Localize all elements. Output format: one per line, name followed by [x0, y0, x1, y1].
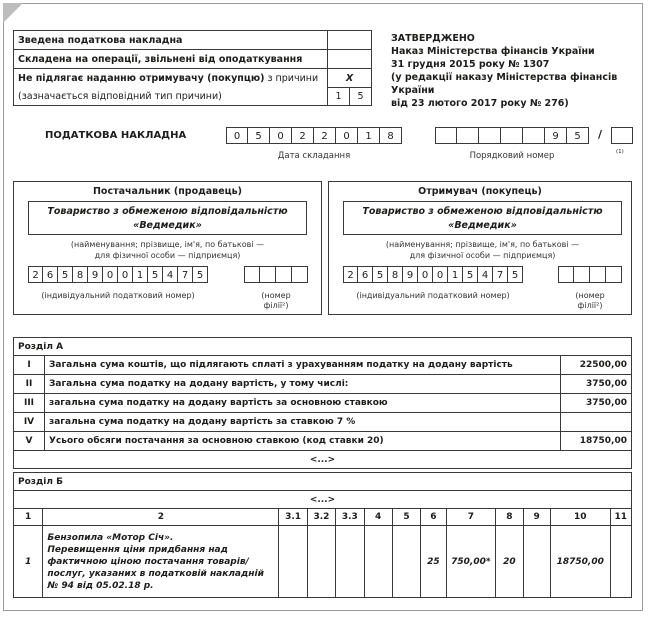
col-header: 11 [610, 509, 631, 526]
buyer-tax-label: (індивідуальний податковий номер) [356, 291, 510, 300]
product-description [43, 526, 279, 598]
cell-11[interactable] [610, 526, 631, 598]
footnote-marker: (1) [616, 149, 624, 155]
date-digit[interactable]: 8 [380, 127, 402, 144]
section-b-table [13, 472, 632, 598]
buyer-tax-digit[interactable]: 0 [418, 266, 433, 283]
buyer-branch-digit[interactable] [606, 266, 622, 283]
row-text: загальна сума податку на додану вартість за основною ставкою [45, 394, 561, 413]
description-line: № 94 від 05.02.18 р. [47, 580, 154, 591]
row-text: Усього обсяги постачання за основною ставкою (код ставки 20) [45, 432, 561, 451]
number-digit[interactable] [479, 127, 501, 144]
buyer-branch-cells [558, 266, 622, 283]
col-header: 7 [446, 509, 496, 526]
buyer-branch-digit[interactable] [590, 266, 606, 283]
seller-tax-digit[interactable]: 8 [73, 266, 88, 283]
row-number: I [14, 356, 45, 375]
date-digit[interactable]: 5 [248, 127, 270, 144]
seller-name-hint-1: (найменування; прізвище, ім'я, по батькові — [70, 240, 265, 249]
row-value[interactable] [561, 413, 632, 432]
reason-digit-2[interactable]: 5 [350, 88, 372, 106]
seller-tax-digit[interactable]: 6 [43, 266, 58, 283]
seller-tax-digit[interactable]: 4 [163, 266, 178, 283]
seller-tax-digit[interactable]: 5 [193, 266, 208, 283]
buyer-tax-digit[interactable]: 4 [478, 266, 493, 283]
seller-tax-digit[interactable]: 0 [103, 266, 118, 283]
row-text: Загальна сума податку на додану вартість, у тому числі: [45, 375, 561, 394]
number-cells [435, 127, 589, 144]
row-value[interactable]: 3750,00 [561, 394, 632, 413]
col-header: 2 [43, 509, 279, 526]
row-number: IV [14, 413, 45, 432]
col-header: 10 [550, 509, 610, 526]
seller-name-hint-2: для фізичної особи — підприємця) [94, 251, 241, 260]
table-row [14, 413, 632, 432]
col-header: 3.2 [307, 509, 335, 526]
section-b-ellipsis: <...> [14, 491, 632, 509]
seller-name-line2: «Ведмедик» [133, 220, 202, 231]
buyer-title: Отримувач (покупець) [418, 186, 542, 197]
date-digit[interactable]: 0 [270, 127, 292, 144]
number-slash: / [598, 128, 603, 141]
section-a-table [13, 337, 632, 469]
seller-tax-digit[interactable]: 2 [28, 266, 43, 283]
seller-branch-digit[interactable] [292, 266, 308, 283]
number-digit[interactable] [523, 127, 545, 144]
row-text: Загальна сума коштів, що підлягають сплаті з урахуванням податку на додану вартість [45, 356, 561, 375]
buyer-name-hint-1: (найменування; прізвище, ім'я, по батькові — [385, 240, 580, 249]
buyer-name-hint-2: для фізичної особи — підприємця) [409, 251, 556, 260]
date-digit[interactable]: 2 [314, 127, 336, 144]
consolidated-invoice-label: Зведена податкова накладна [14, 31, 328, 50]
buyer-branch-digit[interactable] [558, 266, 574, 283]
number-digit[interactable]: 9 [545, 127, 567, 144]
row-number: III [14, 394, 45, 413]
buyer-tax-digit[interactable]: 9 [403, 266, 418, 283]
seller-title: Постачальник (продавець) [92, 186, 243, 197]
cell-quantity[interactable]: 25 [421, 526, 446, 598]
row-number: 1 [14, 526, 43, 598]
exempt-operations-check[interactable] [328, 50, 372, 69]
seller-tax-digit[interactable]: 0 [118, 266, 133, 283]
number-digit[interactable] [501, 127, 523, 144]
section-b-title: Розділ Б [14, 473, 632, 491]
buyer-tax-digit[interactable]: 2 [343, 266, 358, 283]
buyer-tax-digit[interactable]: 8 [388, 266, 403, 283]
col-header: 1 [14, 509, 43, 526]
section-a-ellipsis: <...> [14, 451, 632, 469]
buyer-tax-digit[interactable]: 7 [493, 266, 508, 283]
invoice-type-table [13, 30, 372, 106]
date-label: Дата складання [277, 151, 351, 161]
page-fold [3, 3, 23, 23]
date-digit[interactable]: 2 [292, 127, 314, 144]
number-digit[interactable] [457, 127, 479, 144]
buyer-tax-digit[interactable]: 1 [448, 266, 463, 283]
col-header: 6 [421, 509, 446, 526]
cell-rate-code[interactable]: 20 [496, 526, 523, 598]
table-row [14, 375, 632, 394]
exempt-operations-label: Складена на операції, звільнені від оподаткування [14, 50, 328, 69]
approval-line: (у редакції наказу Міністерства фінансів України [391, 72, 618, 96]
col-header: 9 [523, 509, 550, 526]
seller-branch-digit[interactable] [276, 266, 292, 283]
approval-title: ЗАТВЕРДЖЕНО [391, 33, 475, 44]
buyer-tax-digit[interactable]: 6 [358, 266, 373, 283]
section-a-title: Розділ А [14, 338, 632, 356]
buyer-name-line2: «Ведмедик» [448, 220, 517, 231]
seller-branch-label-2: філії²) [263, 301, 289, 310]
not-provided-mark[interactable]: Х [328, 69, 372, 88]
seller-name-line1: Товариство з обмеженою відповідальністю [47, 206, 288, 217]
col-header: 3.1 [279, 509, 307, 526]
buyer-branch-label-1: (номер [575, 291, 605, 300]
col-header: 8 [496, 509, 523, 526]
seller-tax-digit[interactable]: 7 [178, 266, 193, 283]
approval-line: Наказ Міністерства фінансів України [391, 46, 595, 57]
not-provided-label: Не підлягає наданню отримувачу (покупцю) з причини [14, 69, 328, 88]
buyer-tax-cells [343, 266, 523, 283]
row-value[interactable]: 18750,00 [561, 432, 632, 451]
cell-4[interactable] [364, 526, 392, 598]
seller-tax-digit[interactable]: 5 [148, 266, 163, 283]
description-line: Перевищення ціни придбання над [47, 544, 228, 555]
cell-unit-price[interactable]: 750,00* [446, 526, 496, 598]
row-number: V [14, 432, 45, 451]
approval-line: 31 грудня 2015 року № 1307 [391, 59, 550, 70]
buyer-tax-digit[interactable]: 5 [508, 266, 523, 283]
cell-amount[interactable]: 18750,00 [550, 526, 610, 598]
invoice-title: ПОДАТКОВА НАКЛАДНА [45, 130, 187, 141]
seller-tax-digit[interactable]: 1 [133, 266, 148, 283]
row-text: загальна сума податку на додану вартість за ставкою 7 % [45, 413, 561, 432]
row-number: II [14, 375, 45, 394]
seller-branch-label-1: (номер [261, 291, 291, 300]
seller-tax-digit[interactable]: 5 [58, 266, 73, 283]
seller-tax-digit[interactable]: 9 [88, 266, 103, 283]
seller-tax-cells [28, 266, 208, 283]
buyer-name-line1: Товариство з обмеженою відповідальністю [362, 206, 603, 217]
date-digit[interactable]: 0 [336, 127, 358, 144]
col-header: 3.3 [336, 509, 364, 526]
buyer-tax-digit[interactable]: 5 [373, 266, 388, 283]
buyer-branch-label-2: філії²) [577, 301, 603, 310]
date-cells [226, 127, 402, 144]
number-label: Порядковий номер [469, 151, 555, 161]
table-row [14, 526, 632, 598]
date-digit[interactable]: 0 [226, 127, 248, 144]
number-digit[interactable]: 5 [567, 127, 589, 144]
cell-3-2[interactable] [307, 526, 335, 598]
cell-3-3[interactable] [336, 526, 364, 598]
number-suffix-cell[interactable] [611, 127, 633, 144]
row-value[interactable]: 3750,00 [561, 375, 632, 394]
cell-3-1[interactable] [279, 526, 307, 598]
consolidated-invoice-check[interactable] [328, 31, 372, 50]
seller-branch-digit[interactable] [244, 266, 260, 283]
number-digit[interactable] [435, 127, 457, 144]
description-line: фактичною ціною постачання товарів/ [47, 556, 249, 567]
buyer-tax-digit[interactable]: 5 [463, 266, 478, 283]
col-header: 5 [392, 509, 420, 526]
seller-branch-digit[interactable] [260, 266, 276, 283]
buyer-tax-digit[interactable]: 0 [433, 266, 448, 283]
cell-5[interactable] [392, 526, 420, 598]
col-header: 4 [364, 509, 392, 526]
seller-branch-cells [244, 266, 308, 283]
cell-9[interactable] [523, 526, 550, 598]
table-row [14, 356, 632, 375]
approval-block [391, 32, 650, 110]
buyer-branch-digit[interactable] [574, 266, 590, 283]
seller-tax-label: (індивідуальний податковий номер) [41, 291, 195, 300]
approval-line: від 23 лютого 2017 року № 276) [391, 98, 569, 109]
description-line: послуг, указаних в податковій накладній [47, 568, 264, 579]
description-line: Бензопила «Мотор Січ». [47, 532, 174, 543]
table-row [14, 432, 632, 451]
table-row [14, 394, 632, 413]
reason-type-hint: (зазначається відповідний тип причини) [14, 88, 328, 106]
row-value[interactable]: 22500,00 [561, 356, 632, 375]
reason-digit-1[interactable]: 1 [328, 88, 350, 106]
date-digit[interactable]: 1 [358, 127, 380, 144]
